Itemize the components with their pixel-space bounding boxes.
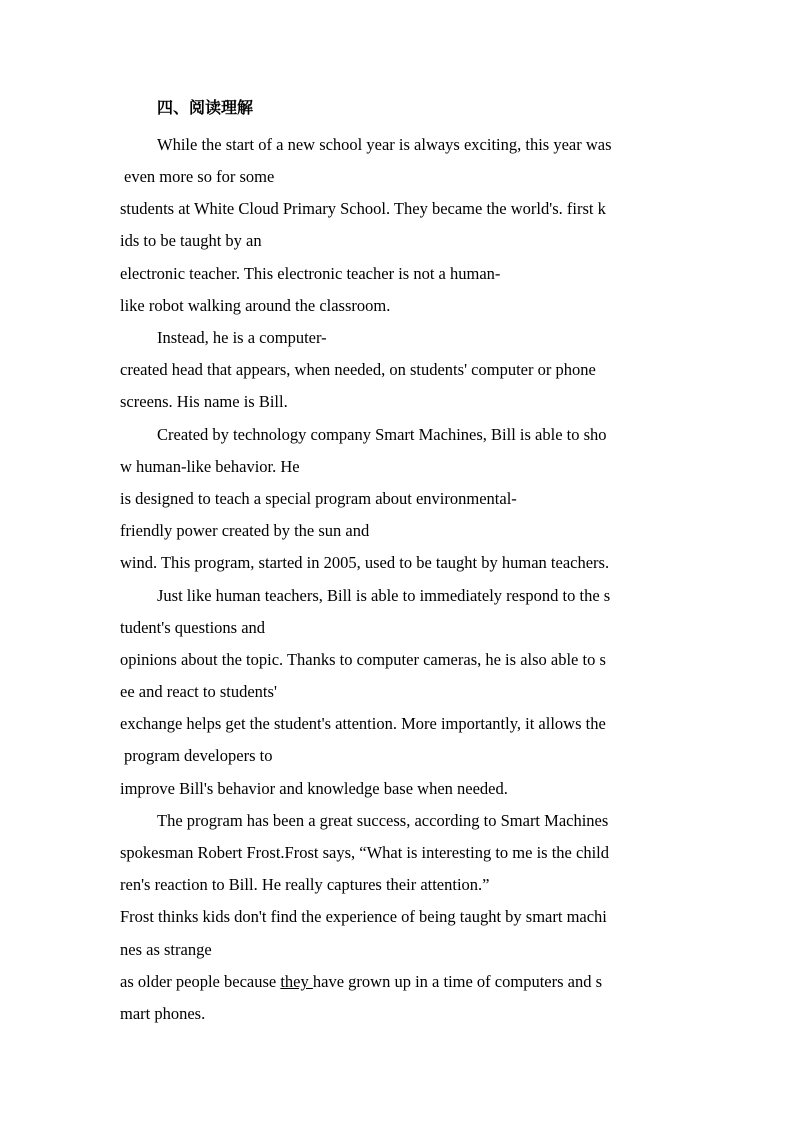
text-line: exchange helps get the student's attention. More importantly, it allows the bbox=[120, 714, 606, 733]
text-line: ren's reaction to Bill. He really captures their attention.” bbox=[120, 875, 490, 894]
text-line: Instead, he is a computer- bbox=[157, 328, 327, 347]
text-line: tudent's questions and bbox=[120, 618, 266, 637]
text-line: ids to be taught by an bbox=[120, 231, 262, 250]
underlined-word: they bbox=[280, 972, 313, 991]
text-line: Created by technology company Smart Machines, Bill is able to sho bbox=[157, 425, 607, 444]
text-line: wind. This program, started in 2005, used to be taught by human teachers. bbox=[120, 553, 610, 572]
text-segment: as older people because bbox=[120, 972, 281, 991]
text-line: even more so for some bbox=[124, 167, 275, 186]
text-line: While the start of a new school year is always exciting, this year was bbox=[157, 135, 612, 154]
text-line: like robot walking around the classroom. bbox=[120, 296, 391, 315]
text-line: friendly power created by the sun and bbox=[120, 521, 370, 540]
text-line: screens. His name is Bill. bbox=[120, 392, 288, 411]
text-line: created head that appears, when needed, on students' computer or phone bbox=[120, 360, 596, 379]
text-line: ee and react to students' bbox=[120, 682, 277, 701]
text-line: improve Bill's behavior and knowledge base when needed. bbox=[120, 779, 508, 798]
text-line: students at White Cloud Primary School. They became the world's. first k bbox=[120, 199, 606, 218]
text-line: is designed to teach a special program about environmental- bbox=[120, 489, 517, 508]
text-line: w human-like behavior. He bbox=[120, 457, 300, 476]
text-line: nes as strange bbox=[120, 940, 212, 959]
text-segment: have grown up in a time of computers and s bbox=[312, 972, 603, 991]
text-line: Frost thinks kids don't find the experience of being taught by smart machi bbox=[120, 907, 607, 926]
text-line: electronic teacher. This electronic teacher is not a human- bbox=[120, 264, 501, 283]
text-line: opinions about the topic. Thanks to computer cameras, he is also able to s bbox=[120, 650, 606, 669]
text-line: spokesman Robert Frost.Frost says, “What is interesting to me is the child bbox=[120, 843, 609, 862]
text-line: mart phones. bbox=[120, 1004, 206, 1023]
text-line-with-underline bbox=[120, 972, 602, 992]
text-line: The program has been a great success, according to Smart Machines bbox=[157, 811, 609, 830]
section-title: 四、阅读理解 bbox=[157, 98, 254, 117]
text-line: program developers to bbox=[124, 746, 273, 765]
text-line: Just like human teachers, Bill is able to immediately respond to the s bbox=[157, 586, 611, 605]
